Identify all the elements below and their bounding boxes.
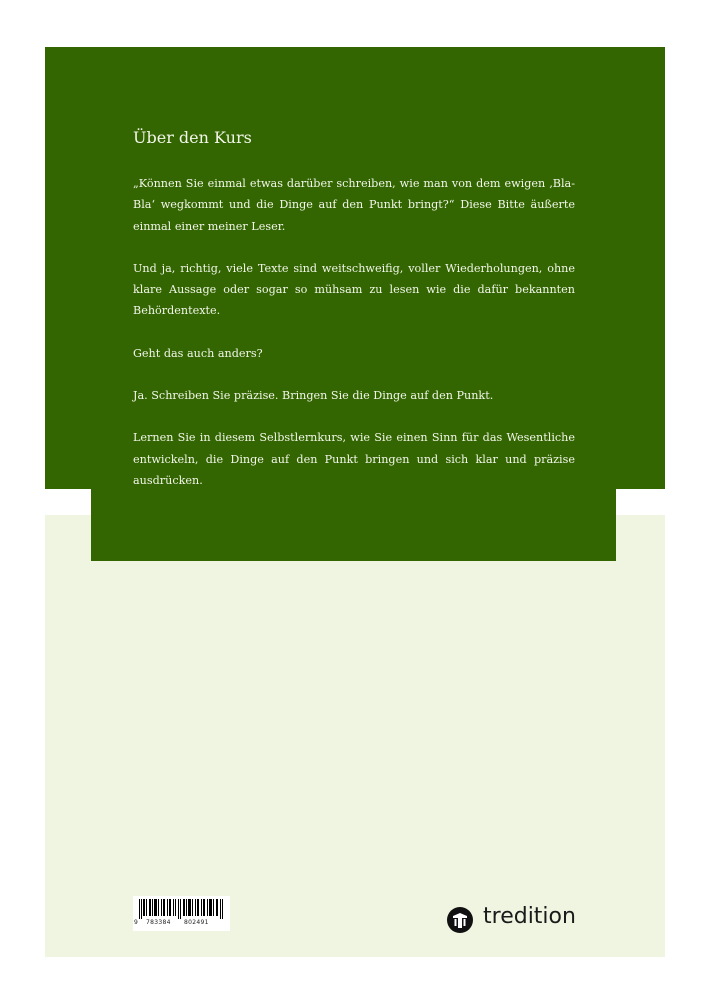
lower-background-panel <box>45 515 665 957</box>
isbn-barcode <box>133 896 230 931</box>
tredition-logo-icon <box>447 907 473 933</box>
barcode-lead-digit: 9 <box>134 919 139 926</box>
barcode-group-1: 783384 <box>146 919 171 926</box>
barcode-bars <box>138 899 226 919</box>
section-title: Über den Kurs <box>133 128 252 147</box>
paragraph-answer: Ja. Schreiben Sie präzise. Bringen Sie die Dinge auf den Punkt. <box>133 389 494 403</box>
paragraph-question: Geht das auch anders? <box>133 346 263 360</box>
paragraph-problem: Und ja, richtig, viele Texte sind weitschweifig, voller Wiederholungen, ohne klare Aussage oder sogar so mühsam zu lesen wie die dafür bekannten Behördentexte. <box>133 261 575 318</box>
paragraph-quote: „Können Sie einmal etwas darüber schreiben, wie man von dem ewigen ‚Bla-Bla‘ wegkommt und die Dinge auf den Punkt bringt?“ Diese Bitte äußerte einmal einer meiner Leser. <box>133 177 575 233</box>
publisher-name: tredition <box>483 904 576 929</box>
publisher-logo <box>447 906 587 934</box>
course-description <box>133 128 575 512</box>
paragraph-course-pitch: Lernen Sie in diesem Selbstlernkurs, wie Sie einen Sinn für das Wesentliche entwickeln, die Dinge auf den Punkt bringen und sich klar und präzise ausdrücken. <box>133 431 575 487</box>
barcode-group-2: 802491 <box>184 919 209 926</box>
